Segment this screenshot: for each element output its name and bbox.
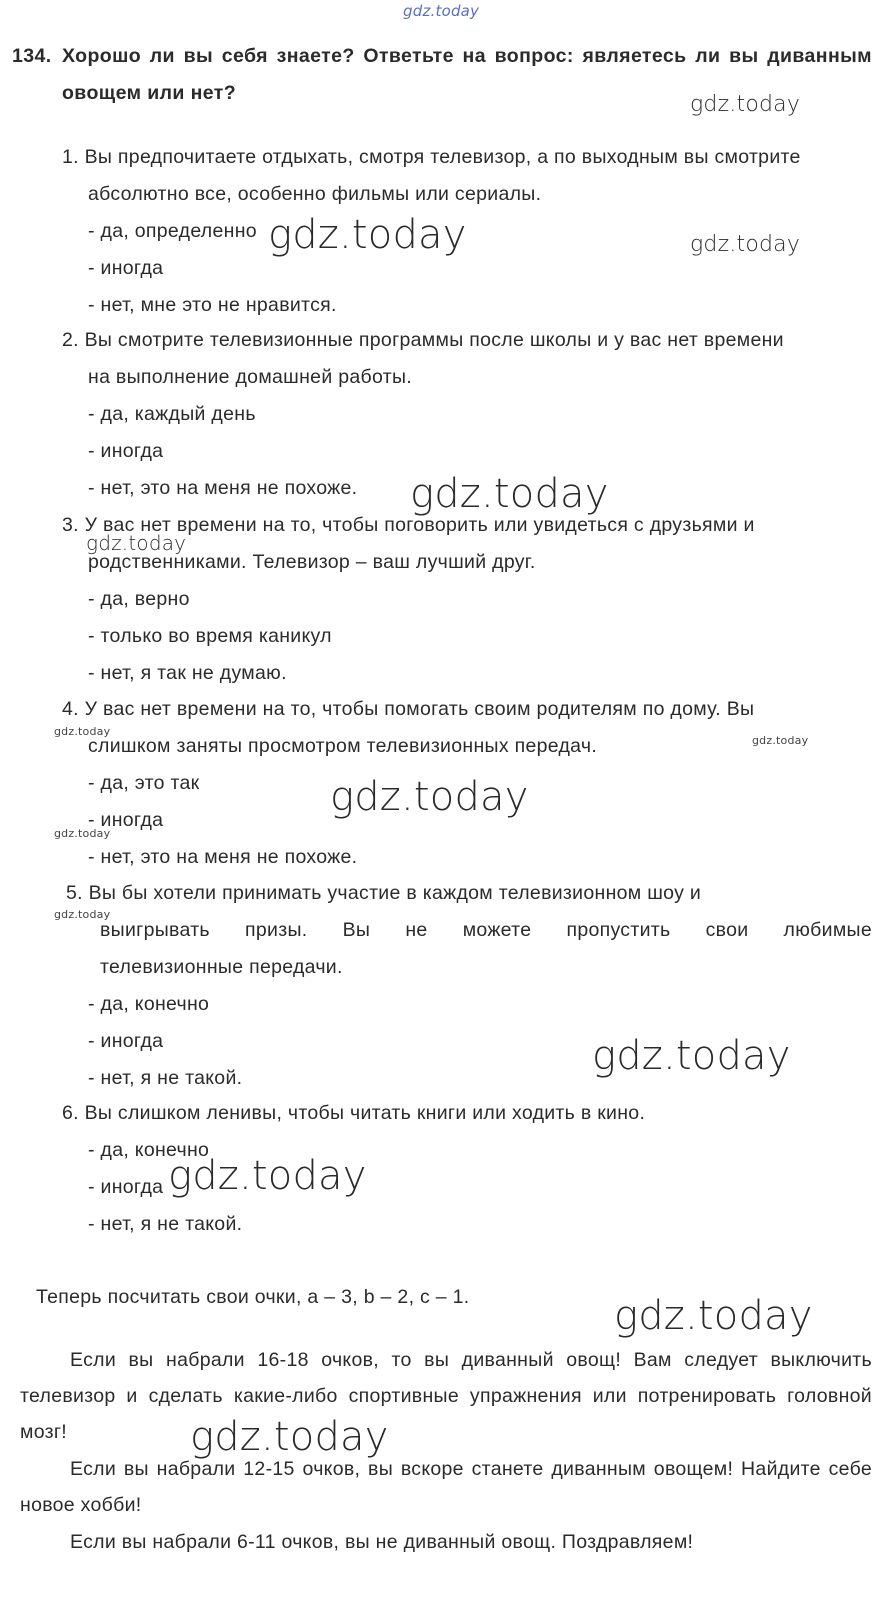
watermark: gdz.today bbox=[168, 1153, 367, 1199]
watermark: gdz.today bbox=[690, 92, 801, 117]
answer-option-b: - только во время каникул bbox=[88, 625, 332, 647]
watermark-top: gdz.today bbox=[403, 2, 480, 20]
answer-option-c: - нет, я так не думаю. bbox=[88, 662, 287, 684]
watermark: gdz.today bbox=[592, 1033, 791, 1079]
watermark: gdz.today bbox=[86, 531, 187, 555]
answer-option-b: - иногда bbox=[88, 257, 164, 279]
result-paragraph-3: Если вы набрали 6-11 очков, вы не диванный овощ. Поздравляем! bbox=[70, 1531, 694, 1553]
watermark: gdz.today bbox=[690, 232, 801, 257]
question-text-cont: слишком заняты просмотром телевизионных передач. bbox=[88, 735, 598, 757]
watermark: gdz.today bbox=[54, 827, 111, 840]
question-1 bbox=[62, 139, 872, 324]
answer-option-a: - да, конечно bbox=[88, 1139, 210, 1161]
watermark: gdz.today bbox=[410, 471, 609, 517]
task-heading bbox=[12, 38, 872, 112]
watermark: gdz.today bbox=[614, 1293, 813, 1339]
question-number: 2. bbox=[62, 329, 79, 351]
watermark: gdz.today bbox=[54, 725, 111, 738]
answer-option-c: - нет, я не такой. bbox=[88, 1067, 243, 1089]
question-4 bbox=[62, 691, 872, 876]
question-text: 3. У вас нет времени на то, чтобы поговорить или увидеться с друзьями и bbox=[62, 514, 755, 536]
question-3 bbox=[62, 507, 872, 692]
question-text-cont: телевизионные передачи. bbox=[100, 956, 343, 978]
watermark: gdz.today bbox=[54, 908, 111, 921]
question-5 bbox=[62, 875, 872, 1097]
answer-option-a: - да, верно bbox=[88, 588, 190, 610]
result-paragraph-2: Если вы набрали 12-15 очков, вы вскоре станете диванным овощем! Найдите себе новое хобби! bbox=[20, 1458, 872, 1516]
answer-option-a: - да, это так bbox=[88, 772, 200, 794]
question-number: 5. bbox=[66, 882, 83, 904]
answer-option-c: - нет, мне это не нравится. bbox=[88, 294, 337, 316]
answer-option-b: - иногда bbox=[88, 1176, 164, 1198]
task-number: 134. bbox=[12, 45, 52, 67]
answer-option-a: - да, каждый день bbox=[88, 403, 256, 425]
answer-option-b: - иногда bbox=[88, 809, 164, 831]
answer-option-c: - нет, я не такой. bbox=[88, 1213, 243, 1235]
question-text: 1. Вы предпочитаете отдыхать, смотря телевизор, а по выходным вы смотрите bbox=[62, 146, 801, 168]
answer-option-a: - да, определенно bbox=[88, 220, 257, 242]
answer-option-b: - иногда bbox=[88, 1030, 164, 1052]
question-number: 1. bbox=[62, 146, 79, 168]
answer-option-c: - нет, это на меня не похоже. bbox=[88, 846, 358, 868]
question-text-cont: абсолютно все, особенно фильмы или сериалы. bbox=[88, 183, 542, 205]
question-number: 4. bbox=[62, 698, 79, 720]
question-text-cont: на выполнение домашней работы. bbox=[88, 366, 412, 388]
question-text: 4. У вас нет времени на то, чтобы помогать своим родителям по дому. Вы bbox=[62, 698, 755, 720]
result-paragraph-1: Если вы набрали 16-18 очков, то вы диванный овощ! Вам следует выключить телевизор и сделать какие-либо спортивные упражнения или потренировать головной мозг! bbox=[20, 1349, 872, 1443]
watermark: gdz.today bbox=[330, 774, 529, 820]
answer-option-b: - иногда bbox=[88, 440, 164, 462]
question-2 bbox=[62, 322, 872, 507]
scoring-instructions: Теперь посчитать свои очки, a – 3, b – 2, c – 1. bbox=[36, 1286, 470, 1308]
question-number: 3. bbox=[62, 514, 79, 536]
watermark: gdz.today bbox=[752, 734, 809, 747]
task-text: Хорошо ли вы себя знаете? Ответьте на вопрос: являетесь ли вы диванным овощем или нет? bbox=[62, 45, 872, 104]
question-text: 2. Вы смотрите телевизионные программы после школы и у вас нет времени bbox=[62, 329, 784, 351]
question-text: 5. Вы бы хотели принимать участие в каждом телевизионном шоу и bbox=[66, 882, 702, 904]
question-text: 6. Вы слишком ленивы, чтобы читать книги или ходить в кино. bbox=[62, 1102, 646, 1124]
answer-option-c: - нет, это на меня не похоже. bbox=[88, 477, 358, 499]
question-text-cont: выигрывать призы. Вы не можете пропустить свои любимые bbox=[100, 919, 872, 941]
answer-option-a: - да, конечно bbox=[88, 993, 210, 1015]
watermark: gdz.today bbox=[268, 212, 467, 258]
question-text-cont: родственниками. Телевизор – ваш лучший друг. bbox=[88, 551, 536, 573]
question-number: 6. bbox=[62, 1102, 79, 1124]
watermark: gdz.today bbox=[190, 1414, 389, 1460]
question-6 bbox=[62, 1095, 872, 1243]
